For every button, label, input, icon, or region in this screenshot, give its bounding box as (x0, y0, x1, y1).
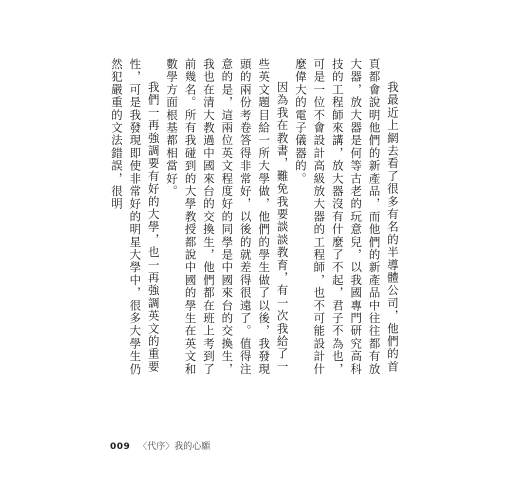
page-footer (110, 439, 210, 452)
paragraph-education: 因為我在教書，難免我要談談教育，有一次我給了一些英文題目給一所大學做，他們的學生做了以後，我發現頭的兩份考卷答得非常好，以後的就差得很遠了。值得注意的是，這兩位英文程度好的同學是中國來台的交換生，我也在清大教過中國來台的交換生，他們都在班上考到了前幾名。所有我碰到的大學教授都說中國的學生在英文和數學方面根基都相當好。 (165, 58, 290, 376)
running-head: 〈代序〉我的心願 (138, 442, 211, 452)
page-number: 009 (110, 442, 131, 452)
paragraph-semiconductor: 我最近上網去看了很多有名的半導體公司，他們的首頁都會說明他們的新產品，而他們的新產品中往往都有放大器，放大器是何等古老的玩意兒，以我國專門研究高科技的工程師來講，放大器沒有什麼了不起，君子不為也，可是一位不會設計高級放大器的工程師，也不可能設計什麼偉大的電子儀器的。 (293, 58, 400, 376)
body-text (102, 58, 402, 378)
paragraph-english: 我們一再強調要有好的大學，也一再強調英文的重要性，可是我發現即使非常好的明星大學中，很多大學生仍然犯嚴重的文法錯誤，很明 (109, 58, 161, 376)
